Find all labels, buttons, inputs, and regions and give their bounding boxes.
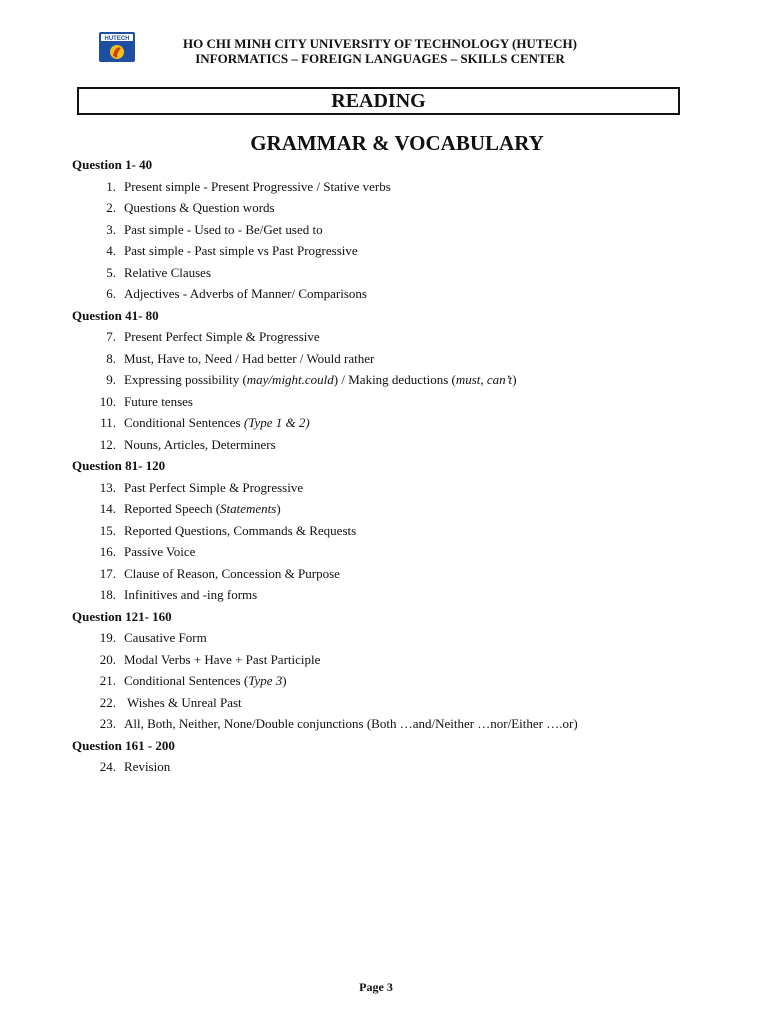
- item-text-part: Conditional Sentences (: [124, 673, 249, 688]
- item-number: 16.: [99, 544, 116, 559]
- item-text: Wishes & Unreal Past: [124, 694, 242, 710]
- item-text: Nouns, Articles, Determiners: [124, 436, 276, 452]
- item-number: 22.: [99, 694, 116, 710]
- list-item: [72, 369, 712, 391]
- item-number: 14.: [99, 501, 116, 516]
- item-text: Relative Clauses: [124, 264, 212, 280]
- question-group-title: Question 81- 120: [72, 458, 166, 473]
- item-text-part: may/might.could: [246, 372, 334, 387]
- list-item: [72, 584, 712, 606]
- topic-list: [72, 154, 712, 778]
- list-item: [72, 391, 712, 413]
- list-item: [72, 412, 712, 434]
- item-number: 4.: [106, 243, 116, 258]
- page-number: Page 3: [359, 980, 393, 994]
- page-subtitle: GRAMMAR & VOCABULARY: [250, 131, 544, 155]
- item-number: 19.: [99, 630, 116, 645]
- list-item: [72, 477, 712, 499]
- item-text: Must, Have to, Need / Had better / Would rather: [124, 350, 375, 366]
- list-item: [72, 520, 712, 542]
- item-text: Questions & Question words: [124, 200, 275, 215]
- item-text-part: Type 3: [248, 673, 283, 688]
- list-item: [72, 176, 712, 198]
- svg-text:HUTECH: HUTECH: [104, 36, 130, 42]
- list-item: [72, 326, 712, 348]
- item-number: 12.: [99, 436, 116, 452]
- item-number: 11.: [100, 415, 116, 430]
- item-number: 13.: [99, 479, 116, 495]
- header-line-2: INFORMATICS – FOREIGN LANGUAGES – SKILLS CENTER: [195, 51, 565, 66]
- item-text: Past simple - Used to - Be/Get used to: [124, 221, 323, 237]
- item-number: 10.: [99, 393, 116, 409]
- item-text: Past simple - Past simple vs Past Progressive: [124, 243, 358, 258]
- list-item: [72, 240, 712, 262]
- section-title-box: [77, 87, 680, 115]
- list-item: [72, 649, 712, 671]
- header-line-1: HO CHI MINH CITY UNIVERSITY OF TECHNOLOGY (HUTECH): [182, 36, 577, 51]
- list-item: [72, 541, 712, 563]
- item-text: Future tenses: [124, 393, 193, 409]
- item-number: 24.: [99, 759, 116, 774]
- list-item: [72, 434, 712, 456]
- question-group-title: Question 161 - 200: [72, 737, 175, 753]
- item-number: 15.: [99, 522, 116, 538]
- item-text-part: Expressing possibility (: [124, 372, 247, 387]
- list-item: [72, 692, 712, 714]
- item-text-part: ): [512, 372, 517, 387]
- item-text: [124, 498, 281, 520]
- item-number: 21.: [99, 673, 116, 688]
- item-text: Clause of Reason, Concession & Purpose: [124, 565, 340, 581]
- item-text: Modal Verbs + Have + Past Participle: [124, 651, 321, 667]
- question-group-title: Question 41- 80: [72, 307, 159, 323]
- list-item: [72, 219, 712, 241]
- item-text: [124, 670, 287, 692]
- hutech-logo: [99, 32, 135, 62]
- question-group-title: Question 1- 40: [72, 157, 153, 172]
- item-number: 20.: [99, 651, 116, 667]
- institution-header: [150, 36, 610, 66]
- item-text-part: ): [276, 501, 281, 516]
- list-item: [72, 713, 712, 735]
- list-item: [72, 197, 712, 219]
- item-number: 18.: [99, 587, 116, 602]
- item-number: 6.: [106, 286, 116, 301]
- item-text: Past Perfect Simple & Progressive: [124, 479, 304, 495]
- item-number: 2.: [106, 200, 116, 215]
- item-number: 23.: [99, 716, 116, 731]
- item-text: Passive Voice: [124, 544, 196, 559]
- item-text: Infinitives and -ing forms: [124, 587, 258, 602]
- item-text-part: Statements: [220, 501, 277, 516]
- list-item: [72, 627, 712, 649]
- item-text-part: ) / Making deductions (: [333, 372, 456, 387]
- item-text-part: Conditional Sentences: [124, 415, 244, 430]
- question-group-title: Question 121- 160: [72, 608, 172, 624]
- item-text: Present Perfect Simple & Progressive: [124, 329, 320, 344]
- item-text-part: (Type 1 & 2): [243, 415, 310, 430]
- item-number: 1.: [106, 178, 116, 194]
- section-title: READING: [331, 89, 426, 112]
- item-text: Revision: [124, 759, 171, 774]
- item-text-part: ): [282, 673, 287, 688]
- list-item: [72, 670, 712, 692]
- item-number: 8.: [106, 350, 116, 366]
- item-number: 9.: [106, 372, 116, 387]
- list-item: [72, 498, 712, 520]
- item-text: Adjectives - Adverbs of Manner/ Comparisons: [124, 286, 367, 301]
- item-text-part: must, can’t: [455, 372, 513, 387]
- item-number: 17.: [99, 565, 116, 581]
- list-item: [72, 283, 712, 305]
- list-item: [72, 262, 712, 284]
- list-item: [72, 563, 712, 585]
- list-item: [72, 348, 712, 370]
- item-text-part: Reported Speech (: [124, 501, 221, 516]
- item-text: [124, 369, 517, 391]
- item-text: [124, 412, 310, 434]
- list-item: [72, 756, 712, 778]
- item-number: 7.: [106, 329, 116, 344]
- item-number: 3.: [106, 221, 116, 237]
- item-number: 5.: [106, 264, 116, 280]
- item-text: Causative Form: [124, 630, 207, 645]
- item-text: All, Both, Neither, None/Double conjunctions (Both …and/Neither …nor/Either ….or): [124, 716, 578, 731]
- item-text: Reported Questions, Commands & Requests: [124, 522, 357, 538]
- item-text: Present simple - Present Progressive / Stative verbs: [124, 178, 391, 194]
